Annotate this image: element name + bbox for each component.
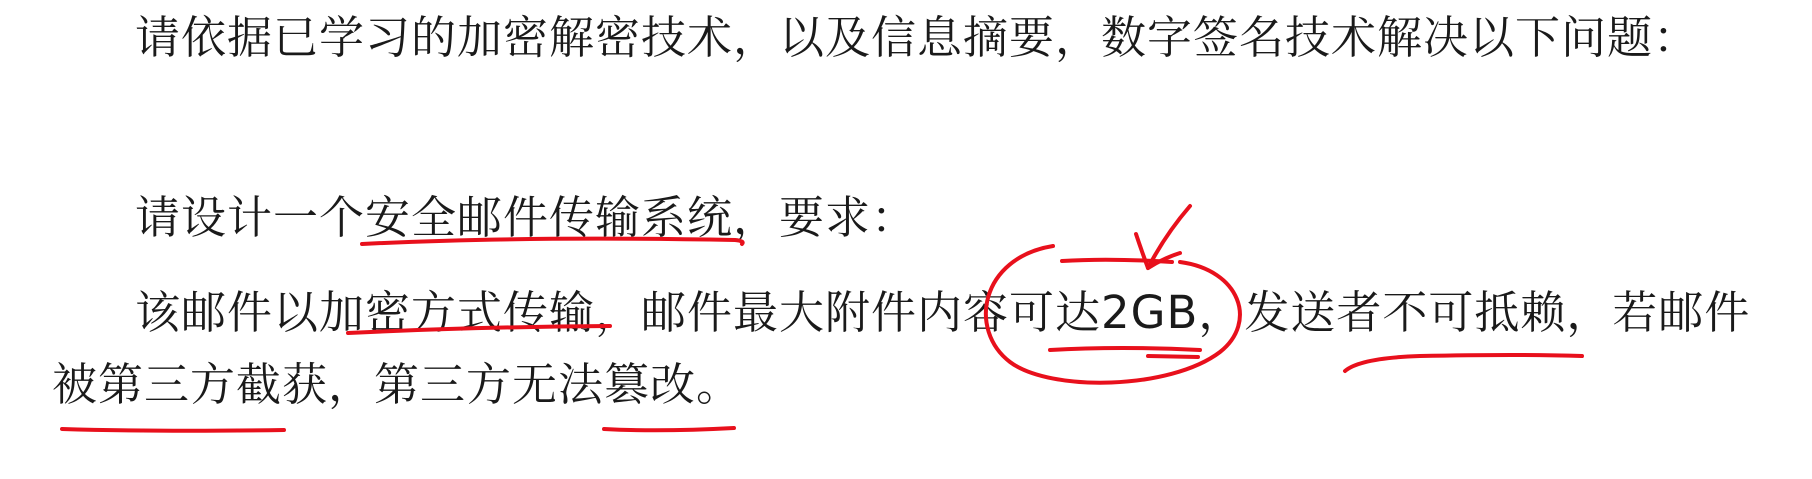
requirements-paragraph-line-1: 该邮件以加密方式传输，邮件最大附件内容可达2GB，发送者不可抵赖，若邮件 <box>135 286 1751 339</box>
underline-tamper <box>604 428 734 430</box>
intro-paragraph: 请依据已学习的加密解密技术，以及信息摘要，数字签名技术解决以下问题： <box>135 11 1700 64</box>
underline-2gb-extra <box>1148 356 1198 357</box>
arrow-to-2gb <box>1148 206 1190 268</box>
underline-third-party-intercept <box>62 429 284 431</box>
underline-2gb <box>1050 348 1200 350</box>
underline-non-repudiation <box>1345 355 1582 371</box>
task-paragraph: 请设计一个安全邮件传输系统，要求： <box>135 191 918 244</box>
arrow-head-to-2gb <box>1136 234 1180 268</box>
stroke-above-2gb <box>1062 260 1172 262</box>
requirements-paragraph-line-2: 被第三方截获，第三方无法篡改。 <box>52 358 743 411</box>
